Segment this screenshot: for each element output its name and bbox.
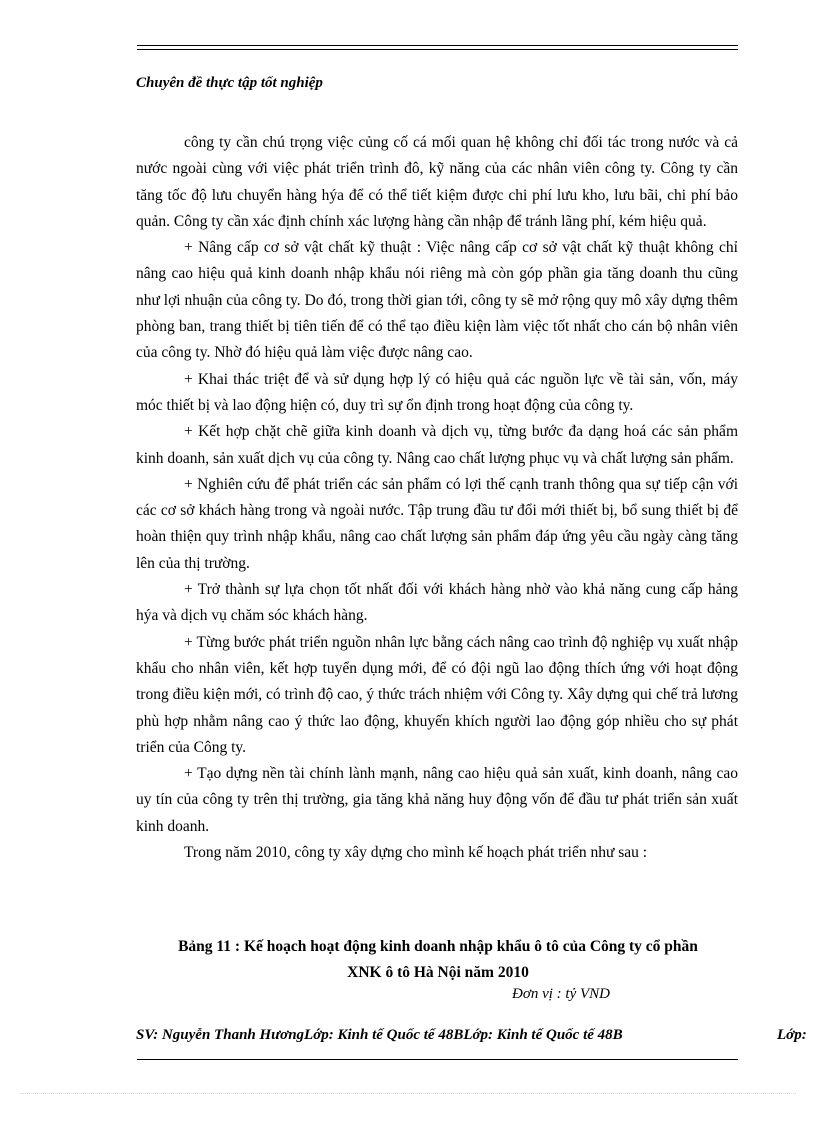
paragraph-upgrade-facilities: + Nâng cấp cơ sở vật chất kỹ thuật : Việc nâng cấp cơ sở vật chất kỹ thuật không chỉ nâng cao hiệu quả kinh doanh nhập khẩu nói riêng mà còn góp phần gia tăng doanh thu cũng như lợi nhuận của công ty. Do đó, trong thời gian tới, công ty sẽ mở rộng quy mô xây dựng thêm phòng ban, trang thiết bị tiên tiến để có thể tạo điều kiện làm việc tốt nhất cho cán bộ nhân viên của công ty. Nhờ đó hiệu quả làm việc được nâng cao. bbox=[136, 239, 738, 362]
paragraph-combine-business-services: + Kết hợp chặt chẽ giữa kinh doanh và dịch vụ, từng bước đa dạng hoá các sản phẩm kinh doanh, sản xuất dịch vụ của công ty. Nâng cao chất lượng phục vụ và chất lượng sản phẩm. bbox=[136, 423, 738, 467]
header-rule bbox=[137, 45, 738, 50]
page-edge bbox=[20, 1093, 796, 1094]
table-caption bbox=[120, 934, 756, 986]
paragraph-continuation: công ty cần chú trọng việc củng cố cá mối quan hệ không chỉ đối tác trong nước và cả nước ngoài cùng với việc phát triển trình đô, kỹ năng của các nhân viên công ty. Công ty cần tăng tốc độ lưu chuyển hàng hýa để có thể tiết kiệm được chi phí lưu kho, lưu bãi, chi phí bảo quản. Công ty cần xác định chính xác lượng hàng cần nhập để tránh lãng phí, kém hiệu quả. bbox=[136, 134, 738, 230]
footer-rule bbox=[137, 1059, 738, 1060]
paragraph-human-resources: + Từng bước phát triển nguồn nhân lực bằng cách nâng cao trình độ nghiệp vụ xuất nhập khẩu cho nhân viên, kết hợp tuyển dụng mới, để có đội ngũ lao động thích ứng với hoạt động trong điều kiện mới, có trình độ cao, ý thức trách nhiệm với Công ty. Xây dựng qui chế trả lương phù hợp nhằm nâng cao ý thức lao động, khuyến khích người lao động góp nhiều cho sự phát triển của Công ty. bbox=[136, 633, 738, 756]
document-header-title: Chuyên đề thực tập tốt nghiệp bbox=[136, 75, 323, 91]
document-body bbox=[136, 130, 738, 866]
table-caption-line-1: Bảng 11 : Kế hoạch hoạt động kinh doanh nhập khẩu ô tô của Công ty cổ phần bbox=[178, 938, 698, 955]
paragraph-research-products: + Nghiên cứu để phát triển các sản phẩm có lợi thế cạnh tranh thông qua sự tiếp cận với các cơ sở khách hàng trong và ngoài nước. Tập trung đầu tư đổi mới thiết bị, bổ sung thiết bị để hoàn thiện quy trình nhập khẩu, nâng cao chất lượng sản phẩm đáp ứng yêu cầu ngày càng tăng lên của thị trường. bbox=[136, 475, 738, 572]
page-footer bbox=[136, 1027, 816, 1044]
footer-student-info: SV: Nguyễn Thanh HươngLớp: Kinh tế Quốc tế 48BLớp: Kinh tế Quốc tế 48B bbox=[136, 1027, 623, 1043]
paragraph-plan-intro: Trong năm 2010, công ty xây dựng cho mình kế hoạch phát triển như sau : bbox=[184, 844, 648, 862]
table-caption-line-2: XNK ô tô Hà Nội năm 2010 bbox=[347, 964, 529, 981]
paragraph-exploit-resources: + Khai thác triệt để và sử dụng hợp lý có hiệu quả các nguồn lực về tài sản, vốn, máy móc thiết bị và lao động hiện có, duy trì sự ổn định trong hoạt động của công ty. bbox=[136, 370, 738, 414]
paragraph-customer-choice: + Trở thành sự lựa chọn tốt nhất đối với khách hàng nhờ vào khả năng cung cấp hảng hýa và dịch vụ chăm sóc khách hàng. bbox=[136, 581, 738, 625]
footer-class-label: Lớp: bbox=[777, 1027, 807, 1043]
table-unit: Đơn vị : tỷ VND bbox=[512, 986, 610, 1002]
paragraph-finance: + Tạo dựng nền tài chính lành mạnh, nâng cao hiệu quả sản xuất, kinh doanh, nâng cao uy tín của công ty trên thị trường, gia tăng khả năng huy động vốn để đầu tư phát triển sản xuất kinh doanh. bbox=[136, 765, 738, 835]
